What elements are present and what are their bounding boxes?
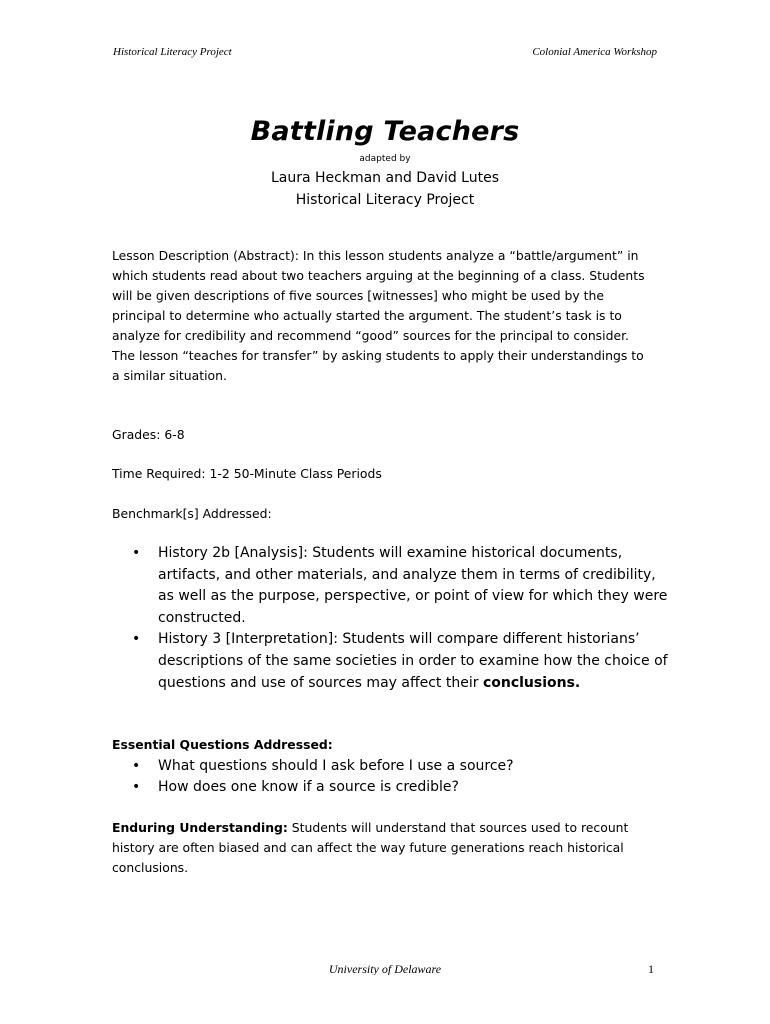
bullet: • bbox=[132, 758, 141, 774]
header-left: Historical Literacy Project bbox=[113, 46, 232, 58]
authors: Laura Heckman and David Lutes bbox=[270, 170, 499, 186]
header-right: Colonial America Workshop bbox=[532, 46, 657, 58]
benchmark-text: History 3 [Interpretation]: Students will compare different historians’ descriptions of the same societies in order to examine how the choice of questions and use of sources may affect their bbox=[158, 631, 668, 691]
benchmarks-list bbox=[112, 543, 672, 694]
page-number: 1 bbox=[648, 962, 654, 975]
list-item bbox=[112, 756, 672, 777]
grades: Grades: 6-8 bbox=[112, 427, 185, 442]
project-name: Historical Literacy Project bbox=[295, 192, 475, 208]
enduring-text: Students will understand that sources used to recount history are often biased and can affect the way future generations reach historical conclusions. bbox=[112, 820, 629, 875]
essential-questions-list bbox=[112, 756, 672, 798]
document-title: Battling Teachers bbox=[250, 116, 520, 147]
time-required: Time Required: 1-2 50-Minute Class Periods bbox=[112, 466, 382, 481]
list-item bbox=[112, 629, 672, 694]
bullet: • bbox=[132, 631, 141, 648]
adapted-by-label: adapted by bbox=[359, 154, 411, 164]
benchmark-text: History 2b [Analysis]: Students will examine historical documents, artifacts, and other materials, and analyze them in terms of credibility, as well as the purpose, perspective, or point of view for which they were constructed. bbox=[158, 545, 668, 626]
enduring-label: Enduring Understanding: bbox=[112, 820, 288, 835]
list-item bbox=[112, 543, 672, 629]
essential-questions-label: Essential Questions Addressed: bbox=[112, 737, 333, 752]
benchmark-bold-tail: conclusions. bbox=[482, 674, 581, 691]
bullet: • bbox=[132, 779, 141, 795]
enduring-understanding bbox=[112, 818, 657, 878]
list-item bbox=[112, 777, 672, 798]
question-text: How does one know if a source is credible? bbox=[158, 779, 459, 795]
lesson-description: Lesson Description (Abstract): In this lesson students analyze a “battle/argument” in which students read about two teachers arguing at the beginning of a class. Students will be given descriptions of five sources [witnesses] who might be used by the principal to determine who actually started the argument. The student’s task is to analyze for credibility and recommend “good” sources for the principal to consider. The lesson “teaches for transfer” by asking students to apply their understandings to a similar situation. bbox=[112, 248, 645, 383]
question-text: What questions should I ask before I use a source? bbox=[158, 758, 514, 774]
footer-institution: University of Delaware bbox=[328, 962, 442, 975]
bullet: • bbox=[132, 545, 141, 561]
benchmarks-label: Benchmark[s] Addressed: bbox=[112, 506, 272, 521]
